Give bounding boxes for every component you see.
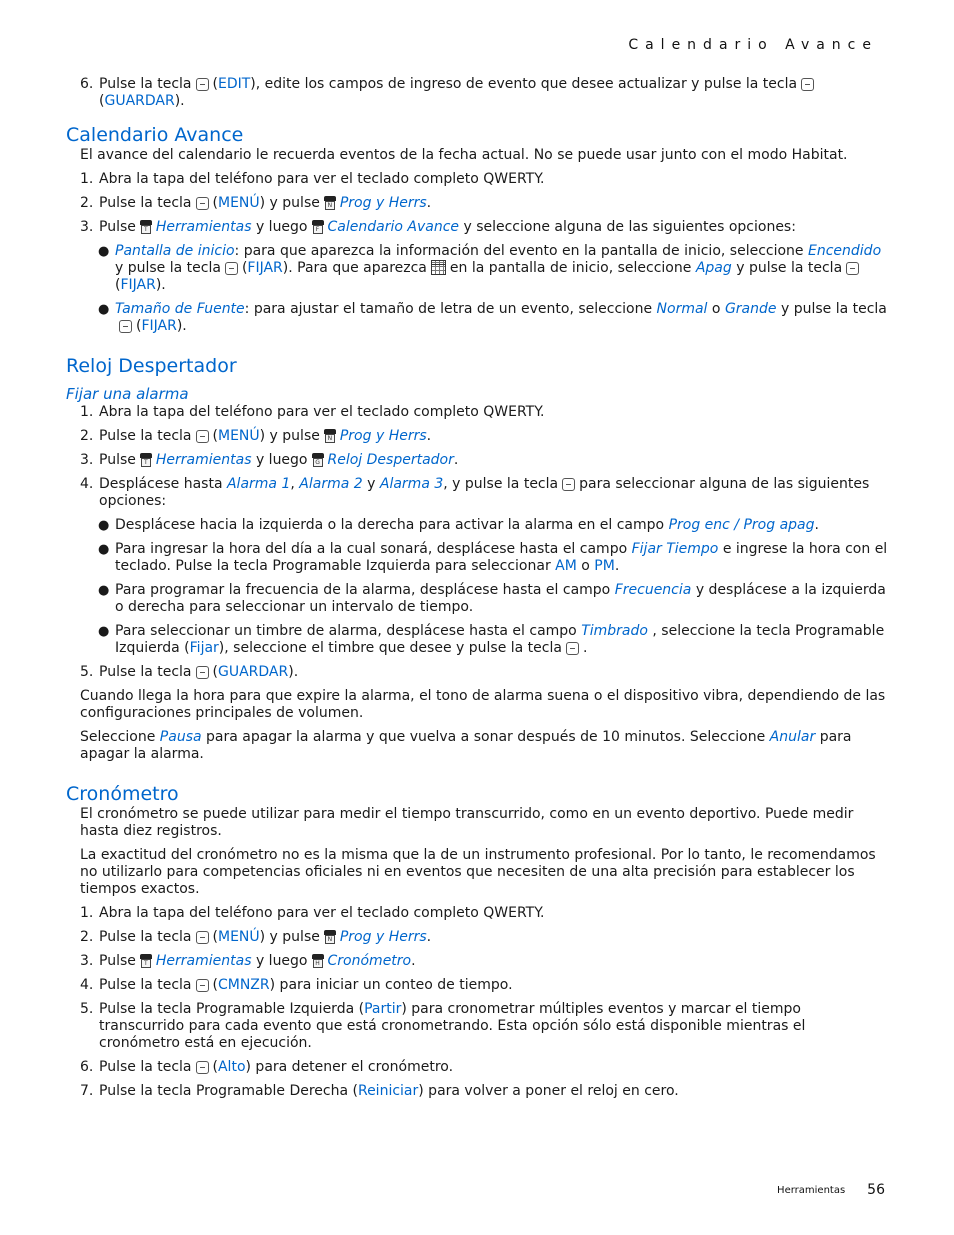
cal-step-2: 2. Pulse la tecla (MENÚ) y pulse N Prog y Herrs. <box>80 195 432 211</box>
reloj-paragraph-expira: Cuando llega la hora para que expire la alarma, el tono de alarma suena o el dispositivo vibra, dependiendo de las configuraciones principales de volumen. <box>80 688 886 721</box>
reloj-bullet-timbrado: ● Para seleccionar un timbre de alarma, desplácese hasta el campo Timbrado , seleccione la tecla Programable Izquierda (Fijar), seleccione el timbre que desee y pulse la tecla . <box>98 623 885 656</box>
ok-key-icon <box>196 931 209 944</box>
reloj-step-4: 4. Desplácese hasta Alarma 1, Alarma 2 y Alarma 3, y pulse la tecla para seleccionar alguna de las siguientes opciones: <box>80 476 870 509</box>
reloj-step-1: 1. Abra la tapa del teléfono para ver el teclado completo QWERTY. <box>80 404 545 420</box>
reloj-paragraph-pausa: Seleccione Pausa para apagar la alarma y que vuelva a sonar después de 10 minutos. Seleccione Anular para apagar la alarma. <box>80 729 852 762</box>
section-title-reloj-despertador: Reloj Despertador <box>66 355 237 377</box>
t-key-icon: T <box>140 453 152 467</box>
crono-step-1: 1. Abra la tapa del teléfono para ver el teclado completo QWERTY. <box>80 905 545 921</box>
n-key-icon: N <box>324 429 336 443</box>
reloj-step-3: 3. Pulse T Herramientas y luego G Reloj Despertador. <box>80 452 459 468</box>
ok-key-icon <box>846 262 859 275</box>
reloj-bullet-prog: ● Desplácese hacia la izquierda o la derecha para activar la alarma en el campo Prog enc / Prog apag. <box>98 517 819 533</box>
cal-step-1: 1. Abra la tapa del teléfono para ver el teclado completo QWERTY. <box>80 171 545 187</box>
ok-key-icon <box>196 197 209 210</box>
f-key-icon: F <box>312 220 324 234</box>
crono-step-2: 2. Pulse la tecla (MENÚ) y pulse N Prog y Herrs. <box>80 929 432 945</box>
n-key-icon: N <box>324 196 336 210</box>
reloj-step-2: 2. Pulse la tecla (MENÚ) y pulse N Prog y Herrs. <box>80 428 432 444</box>
cal-bullet-pantalla: ● Pantalla de inicio: para que aparezca la información del evento en la pantalla de inicio, seleccione Encendido y pulse la tecla (FIJAR). Para que aparezca en la pantalla de inicio, seleccione Apag y pulse la tecla(FIJAR). <box>98 243 882 293</box>
step-6: 6. Pulse la tecla (EDIT), edite los campos de ingreso de evento que desee actualizar y pulse la tecla(GUARDAR). <box>66 76 888 110</box>
ok-key-icon <box>196 1061 209 1074</box>
t-key-icon: T <box>140 954 152 968</box>
t-key-icon: T <box>140 220 152 234</box>
ok-key-icon <box>562 478 575 491</box>
footer-section-name: Herramientas <box>777 1185 846 1196</box>
cal-step-3: 3. Pulse T Herramientas y luego F Calendario Avance y seleccione alguna de las siguientes opciones: <box>80 219 796 235</box>
crono-step-3: 3. Pulse T Herramientas y luego H Cronómetro. <box>80 953 416 969</box>
reloj-bullet-tiempo: ● Para ingresar la hora del día a la cual sonará, desplácese hasta el campo Fijar Tiempo e ingrese la hora con el teclado. Pulse la tecla Programable Izquierda para seleccionar AM o PM. <box>98 541 888 574</box>
crono-paragraph-intro: El cronómetro se puede utilizar para medir el tiempo transcurrido, como en un evento deportivo. Puede medir hasta diez registros. <box>80 806 854 839</box>
ok-key-icon <box>225 262 238 275</box>
ok-key-icon <box>196 78 209 91</box>
g-key-icon: G <box>312 453 324 467</box>
calendario-intro: El avance del calendario le recuerda eventos de la fecha actual. No se puede usar junto con el modo Habitat. <box>80 147 848 163</box>
ok-key-icon <box>196 979 209 992</box>
page-footer <box>777 1182 885 1199</box>
crono-step-7: 7. Pulse la tecla Programable Derecha (Reiniciar) para volver a poner el reloj en cero. <box>80 1083 679 1099</box>
reloj-step-5: 5. Pulse la tecla (GUARDAR). <box>80 664 299 680</box>
running-header: Calendario Avance <box>628 37 878 53</box>
crono-step-4: 4. Pulse la tecla (CMNZR) para iniciar un conteo de tiempo. <box>80 977 513 993</box>
ok-key-icon <box>801 78 814 91</box>
page-content <box>66 75 888 1100</box>
n-key-icon: N <box>324 930 336 944</box>
cal-bullet-tamano: ● Tamaño de Fuente: para ajustar el tamaño de letra de un evento, seleccione Normal o Grande y pulse la tecla(FIJAR). <box>98 301 887 334</box>
section-title-cronometro: Cronómetro <box>66 783 179 805</box>
crono-paragraph-exactitud: La exactitud del cronómetro no es la misma que la de un instrumento profesional. Por lo tanto, le recomendamos no utilizarlo para competencias oficiales ni en eventos que necesiten de una alta precisión para establecer los tiempos exactos. <box>80 847 876 897</box>
page-number: 56 <box>867 1182 885 1198</box>
ok-key-icon <box>566 642 579 655</box>
h-key-icon: H <box>312 954 324 968</box>
calendar-icon <box>431 260 446 275</box>
crono-step-6: 6. Pulse la tecla (Alto) para detener el cronómetro. <box>80 1059 454 1075</box>
ok-key-icon <box>119 320 132 333</box>
ok-key-icon <box>196 430 209 443</box>
ok-key-icon <box>196 666 209 679</box>
reloj-bullet-frecuencia: ● Para programar la frecuencia de la alarma, desplácese hasta el campo Frecuencia y desplácese a la izquierda o derecha para seleccionar un intervalo de tiempo. <box>98 582 886 615</box>
subsection-fijar-alarma: Fijar una alarma <box>66 385 189 403</box>
crono-step-5: 5. Pulse la tecla Programable Izquierda (Partir) para cronometrar múltiples eventos y marcar el tiempo transcurrido para cada evento que está cronometrando. Esta opción sólo está disponible mientras el cronómetro está en ejecución. <box>80 1001 806 1051</box>
section-title-calendario-avance: Calendario Avance <box>66 124 244 146</box>
